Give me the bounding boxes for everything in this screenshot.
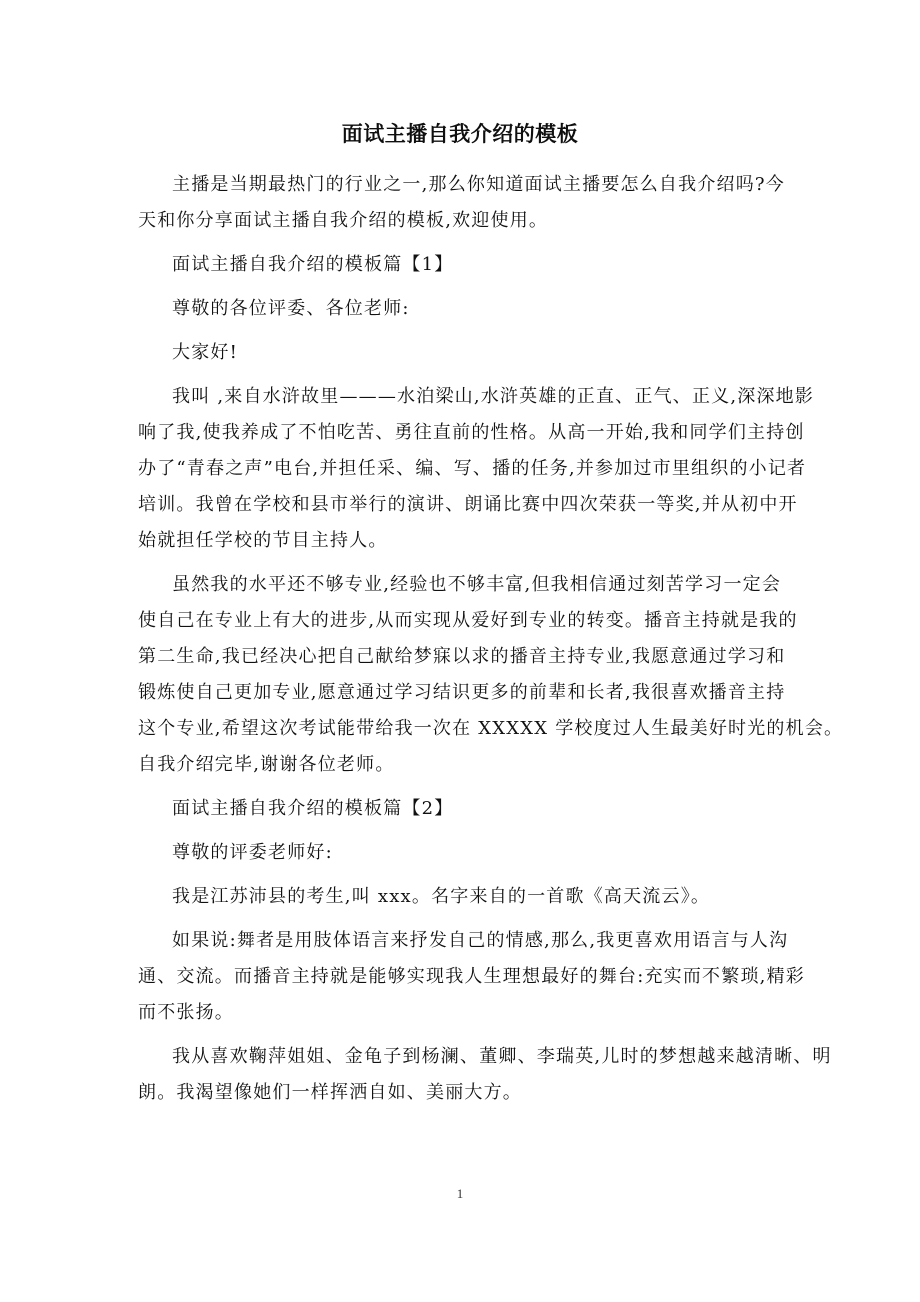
paragraph-background <box>138 379 815 559</box>
text-line: 第二生命,我已经决心把自己献给梦寐以求的播音主持专业,我愿意通过学习和 <box>138 646 786 667</box>
document-body <box>138 167 844 1111</box>
paragraph-salutation-1 <box>138 291 798 327</box>
document-title: 面试主播自我介绍的模板 <box>341 122 579 146</box>
paragraph-self-intro <box>138 879 798 915</box>
text-line: 响了我,使我养成了不怕吃苦、勇往直前的性格。从高一开始,我和同学们主持创 <box>138 422 805 443</box>
text-line: 办了“青春之声”电台,并担任采、编、写、播的任务,并参加过市里组织的小记者 <box>138 458 807 479</box>
section-heading-1 <box>138 247 798 283</box>
section-heading-2 <box>138 791 798 827</box>
paragraph-role-models <box>138 1039 832 1111</box>
text-line: 尊敬的评委老师好: <box>172 842 333 863</box>
text-line: 面试主播自我介绍的模板篇【1】 <box>172 254 454 275</box>
text-line: 天和你分享面试主播自我介绍的模板,欢迎使用。 <box>138 210 549 231</box>
text-line: 通、交流。而播音主持就是能够实现我人生理想最好的舞台:充实而不繁琐,精彩 <box>138 966 805 987</box>
text-line: 培训。我曾在学校和县市举行的演讲、朗诵比赛中四次荣获一等奖,并从初中开 <box>138 494 798 515</box>
paragraph-greeting <box>138 335 798 371</box>
text-line: 大家好! <box>172 342 239 363</box>
text-line: 主播是当期最热门的行业之一,那么你知道面试主播要怎么自我介绍吗?今 <box>172 174 785 195</box>
text-line: 面试主播自我介绍的模板篇【2】 <box>172 798 454 819</box>
text-line: 使自己在专业上有大的进步,从而实现从爱好到专业的转变。播音主持就是我的 <box>138 610 798 631</box>
text-line: 朗。我渴望像她们一样挥洒自如、美丽大方。 <box>138 1082 522 1103</box>
paragraph-intro <box>138 167 798 239</box>
text-line: 锻炼使自己更加专业,愿意通过学习结识更多的前辈和长者,我很喜欢播音主持 <box>138 682 786 703</box>
paragraph-analogy <box>138 923 805 1031</box>
text-line: 自我介绍完毕,谢谢各位老师。 <box>138 754 395 775</box>
text-line: 尊敬的各位评委、各位老师: <box>172 298 410 319</box>
page-number: 1 <box>456 1186 464 1201</box>
text-line: 虽然我的水平还不够专业,经验也不够丰富,但我相信通过刻苦学习一定会 <box>172 574 782 595</box>
text-line: 而不张扬。 <box>138 1002 234 1023</box>
paragraph-aspiration <box>138 567 844 783</box>
text-line: 我从喜欢鞠萍姐姐、金龟子到杨澜、董卿、李瑞英,儿时的梦想越来越清晰、明 <box>172 1046 832 1067</box>
text-line: 这个专业,希望这次考试能带给我一次在 XXXXX 学校度过人生最美好时光的机会。 <box>138 718 844 739</box>
text-line: 我是江苏沛县的考生,叫 xxx。名字来自的一首歌《高天流云》。 <box>172 886 711 907</box>
text-line: 如果说:舞者是用肢体语言来抒发自己的情感,那么,我更喜欢用语言与人沟 <box>172 930 789 951</box>
text-line: 始就担任学校的节目主持人。 <box>138 530 388 551</box>
paragraph-salutation-2 <box>138 835 798 871</box>
text-line: 我叫 ,来自水浒故里———水泊梁山,水浒英雄的正直、正气、正义,深深地影 <box>172 386 815 407</box>
